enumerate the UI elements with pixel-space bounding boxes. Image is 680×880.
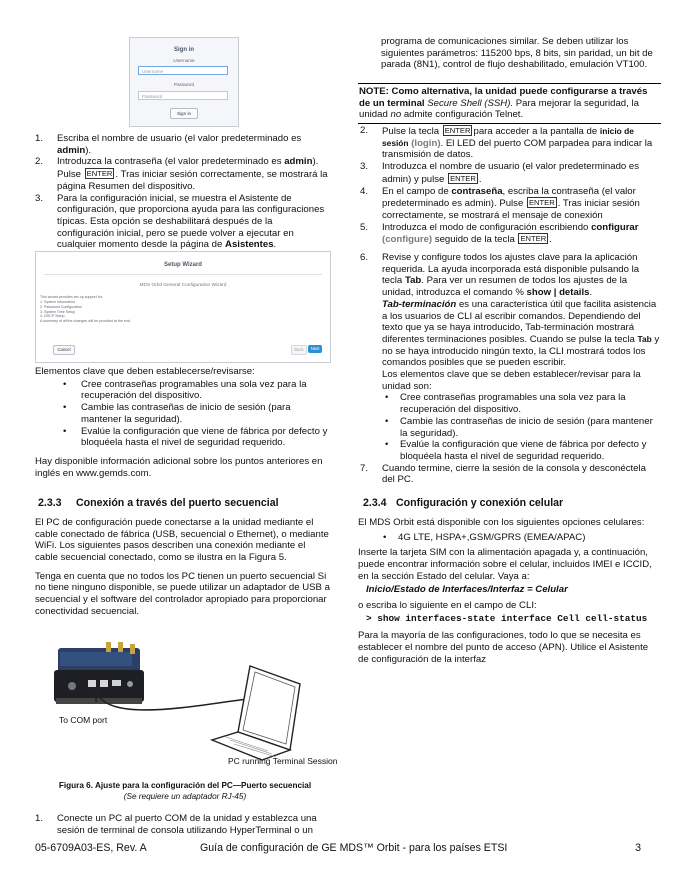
section-234-p2: Inserte la tarjeta SIM con la alimentación apagada y, a continuación, puede encontrar información sobre el celular, incluidos IMEI e ICCID, en la sección Estado del celular. Vaya a:: [358, 547, 652, 582]
right-step-5: 5. Introduzca el modo de configuración escribiendo configurar (configure) seguido de la tecla ENTER .: [360, 221, 639, 246]
wizard-subtitle: MDS Orbit General Configuration Wizard: [139, 283, 227, 288]
left-bullet-item: • Cambie las contraseñas de inicio de sesión (para mantener la seguridad).: [63, 402, 291, 425]
left-bullet-list: [35, 379, 330, 449]
section-234-heading: 2.3.4 Configuración y conexión celular: [363, 497, 564, 509]
footer-page-number: 3: [635, 842, 641, 854]
right-continued-text: programa de comunicaciones similar. Se deben utilizar los siguientes parámetros: 115200 bps, 8 bits, sin paridad, un bit de parada (8N1), control de flujo deshabilitado, emulación VT100.: [381, 36, 653, 71]
username-placeholder: Username: [142, 69, 164, 74]
cell-options-list: [358, 532, 660, 544]
setup-wizard-screenshot: [35, 251, 331, 363]
right-bullet-item: • Cree contraseñas programables una sola vez para la recuperación del dispositivo.: [385, 392, 626, 416]
right-step-6: 6. Revise y configure todos los ajustes clave para la aplicación requerida. La ayuda incorporada está disponible pulsando la tecla Tab. Para ver un resumen de todos los ajustes de la unidad, introduzca el comando % show | details. Tab-terminación es una característica útil que facilita asistencia a los usuarios de CLI al escribir comandos. Dependiendo del texto que ya se haya introducido, Tab-terminación mostrará diferentes terminaciones posibles. Cuando se pulse la tecla Tab y no se haya introducido ningún texto, la CLI mostrará todos los comandos posibles que se pueden escribir. Los elementos clave que se deben establecer/revisar para la unidad son: • Cree contraseñas programables una sola vez para la recuperación del dispositivo. • Cambie las contraseñas de inicio de sesión (para mantener la seguridad). • Evalúe la configuración que viene de fábrica por defecto y bloquéela hasta el nivel de seguridad requerido.: [360, 252, 660, 462]
section-233-p1: El PC de configuración puede conectarse a la unidad mediante el cable conectado de fábrica (USB, secuencial o Ethernet), o mediante WiFi. Los siguientes pasos describen una conexión mediante el cable secuencial conectado, como se ilustra en la Figura 5.: [35, 516, 329, 564]
right-step-3: 3. Introduzca el nombre de usuario (el valor predeterminado es admin) y pulse ENTER .: [360, 161, 640, 185]
enter-key: ENTER: [86, 169, 113, 179]
signin-password-label: Password: [173, 82, 195, 87]
left-bullet-item: • Cree contraseñas programables una sola vez para la recuperación del dispositivo.: [63, 378, 307, 402]
enter-key: ENTER: [450, 173, 476, 183]
right-bullet-item: • Evalúe la configuración que viene de fábrica por defecto y bloquéela hasta el nivel de seguridad requerido.: [385, 439, 647, 462]
wizard-summary: A summary of all the changes will be provided at the end.: [40, 319, 131, 324]
enter-key: ENTER: [528, 198, 555, 208]
signin-password-input[interactable]: [138, 91, 228, 100]
more-info-text: Hay disponible información adicional sobre los puntos anteriores en inglés en www.gemds.com.: [35, 455, 323, 479]
right-bullet-item: • Cambie las contraseñas de inicio de sesión (para mantener la seguridad).: [385, 415, 653, 439]
section-233-heading: 2.3.3 Conexión a través del puerto secuencial: [38, 497, 279, 509]
wizard-next-button[interactable]: Next: [308, 345, 322, 353]
left-step-3: 3. Para la configuración inicial, se muestra el Asistente de configuración, que proporciona ayuda para las configuraciones típicas. Esta opción se deshabilitará después de la configuración inicial, pero se puede volver a ejecutar en cualquier momento desde la página de Asistentes.: [35, 192, 325, 251]
signin-title: Sign in: [174, 47, 194, 53]
wizard-back-button[interactable]: Back: [291, 345, 307, 355]
left-step-1: 1. Escriba el nombre de usuario (el valor predeterminado es admin).: [35, 133, 302, 156]
step-1-connect: 1. Conecte un PC al puerto COM de la unidad y establezca una sesión de terminal de consola utilizando HyperTerminal o un: [35, 813, 317, 836]
note-box: NOTE: Como alternativa, la unidad puede configurarse a través de un terminal Secure Shell (SSH). Para mejorar la seguridad, la unidad no admite configuración Telnet.: [358, 83, 661, 124]
right-step-list: [360, 125, 660, 486]
footer-title: Guía de configuración de GE MDS™ Orbit - para los países ETSI: [200, 842, 508, 854]
wizard-item: 3. System Time Setup: [40, 309, 76, 314]
section-233-p2: Tenga en cuenta que no todos los PC tienen un puerto secuencial Si no tiene ninguno disponible, se puede utilizar un adaptador de USB a secuencial y el software del controlador apropiado para proporcionar conectividad secuencial.: [35, 570, 330, 617]
password-placeholder: Password: [142, 94, 163, 99]
cli-command: > show interfaces-state interface Cell cell-status: [366, 612, 648, 624]
wizard-item: 4. DHCP Setup: [40, 314, 65, 319]
left-bullet-item: • Evalúe la configuración que viene de fábrica por defecto y bloquéela hasta el nivel de seguridad requerido.: [63, 425, 328, 449]
wizard-item: 2. Password Configuration: [40, 304, 83, 309]
wizard-cancel-button[interactable]: Cancel: [53, 345, 75, 355]
wizard-item: 1. System Information: [40, 299, 75, 304]
enter-key: ENTER: [444, 126, 471, 135]
right-step-2: 2. Pulse la tecla ENTER para acceder a la pantalla de inicio de sesión (login). El LED del puerto COM parpadea para indicar la transmisión de datos.: [360, 125, 653, 161]
section-234-p4: Para la mayoría de las configuraciones, todo lo que se necesita es establecer el nombre del punto de acceso (APN). Utilice el Asistente de configuración de la interfaz: [358, 630, 649, 665]
right-step-7: 7. Cuando termine, cierre la sesión de la consola y desconéctela del PC.: [360, 462, 646, 486]
wizard-intro: This wizard provides set-up support for:: [40, 295, 103, 299]
signin-screenshot: [129, 37, 239, 127]
status-path: Inicio/Estado de Interfaces/Interfaz = Celular: [366, 584, 568, 596]
signin-username-input[interactable]: [138, 66, 228, 75]
signin-username-label: Username: [173, 58, 195, 63]
signin-button[interactable]: Sign in: [170, 108, 198, 119]
cell-option: • 4G LTE, HSPA+,GSM/GPRS (EMEA/APAC): [383, 531, 586, 543]
pc-label: PC running Terminal Session: [228, 756, 338, 766]
figure-6-illustration: [50, 640, 340, 770]
figure-caption-sub: (Se requiere un adaptador RJ-45): [123, 792, 247, 801]
enter-key: ENTER: [520, 234, 547, 244]
left-step-list: [35, 133, 330, 251]
device-laptop-svg: [50, 640, 340, 770]
wizard-title: Setup Wizard: [164, 262, 202, 268]
figure-caption: Figura 6. Ajuste para la configuración del PC—Puerto secuencial: [58, 781, 312, 790]
section-234-p3: o escriba lo siguiente en el campo de CLI:: [358, 600, 537, 612]
footer-doc-id: 05-6709A03-ES, Rev. A: [35, 842, 147, 854]
right-bullet-list: [360, 392, 660, 462]
right-step-4: 4. En el campo de contraseña, escriba la contraseña (el valor predeterminado es admin). Pulse ENTER . Tras iniciar sesión correctamente, se mostrará el mensaje de conexión: [360, 185, 640, 221]
left-step-2: 2. Introduzca la contraseña (el valor predeterminado es admin). Pulse ENTER . Tras iniciar sesión correctamente, se mostrará la página Resumen del dispositivo.: [35, 156, 328, 192]
left-last-step: [35, 813, 330, 836]
com-port-label: To COM port: [59, 715, 108, 725]
key-elements-intro: Elementos clave que deben establecerse/revisarse:: [35, 366, 255, 377]
section-234-p1: El MDS Orbit está disponible con los siguientes opciones celulares:: [358, 516, 645, 528]
